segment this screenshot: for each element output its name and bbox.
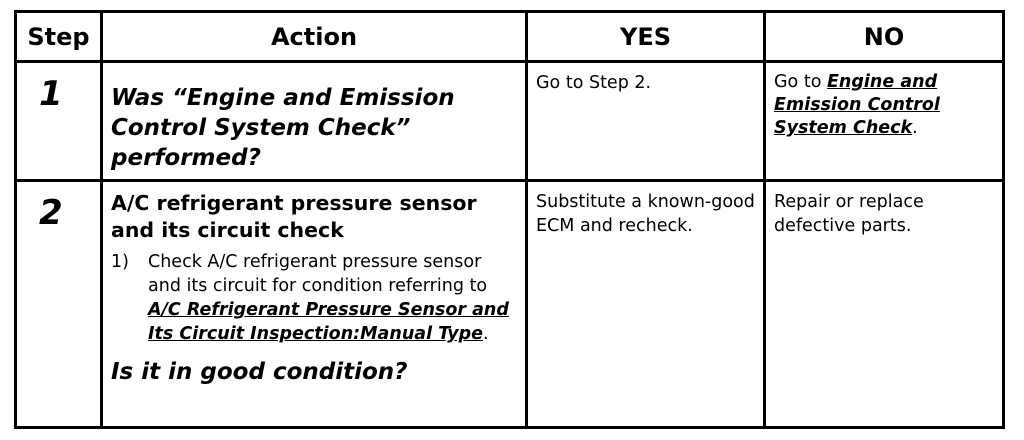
table-row bbox=[16, 181, 1004, 428]
step-question: Is it in good condition? bbox=[111, 359, 408, 385]
diagnostic-table-container bbox=[14, 10, 1002, 430]
step-cell bbox=[16, 181, 102, 428]
header-no: NO bbox=[765, 12, 1004, 62]
no-prefix: Go to bbox=[774, 72, 827, 92]
substep-suffix: . bbox=[483, 324, 489, 344]
no-text bbox=[766, 63, 1002, 140]
header-step: Step bbox=[16, 12, 102, 62]
substep-text: Check A/C refrigerant pressure sensor and its circuit for condition referring to bbox=[148, 252, 488, 296]
step-number: 2 bbox=[39, 193, 63, 233]
table-header-row bbox=[16, 12, 1004, 62]
yes-cell bbox=[527, 62, 765, 181]
pressure-sensor-inspection-link[interactable]: A/C Refrigerant Pressure Sensor and Its Circuit Inspection:Manual Type bbox=[148, 300, 509, 344]
substep-item bbox=[103, 244, 525, 346]
table-row bbox=[16, 62, 1004, 181]
step-cell bbox=[16, 62, 102, 181]
yes-text: Substitute a known-good ECM and recheck. bbox=[536, 192, 755, 236]
action-title: A/C refrigerant pressure sensor and its circuit check bbox=[111, 191, 477, 242]
no-cell bbox=[765, 62, 1004, 181]
substep-body bbox=[148, 250, 517, 346]
action-cell bbox=[102, 181, 527, 428]
yes-cell bbox=[527, 181, 765, 428]
header-yes: YES bbox=[527, 12, 765, 62]
substep-number: 1) bbox=[111, 252, 129, 272]
step-number: 1 bbox=[39, 74, 63, 114]
engine-emission-check-link[interactable]: Engine and Emission Control System Check bbox=[774, 72, 940, 138]
header-action: Action bbox=[102, 12, 527, 62]
no-suffix: . bbox=[912, 118, 918, 138]
yes-text: Go to Step 2. bbox=[536, 73, 652, 93]
no-cell bbox=[765, 181, 1004, 428]
no-text: Repair or replace defective parts. bbox=[774, 192, 924, 236]
action-cell bbox=[102, 62, 527, 181]
diagnostic-table bbox=[14, 10, 1005, 429]
step-question: Was “Engine and Emission Control System Check” performed? bbox=[111, 85, 455, 171]
